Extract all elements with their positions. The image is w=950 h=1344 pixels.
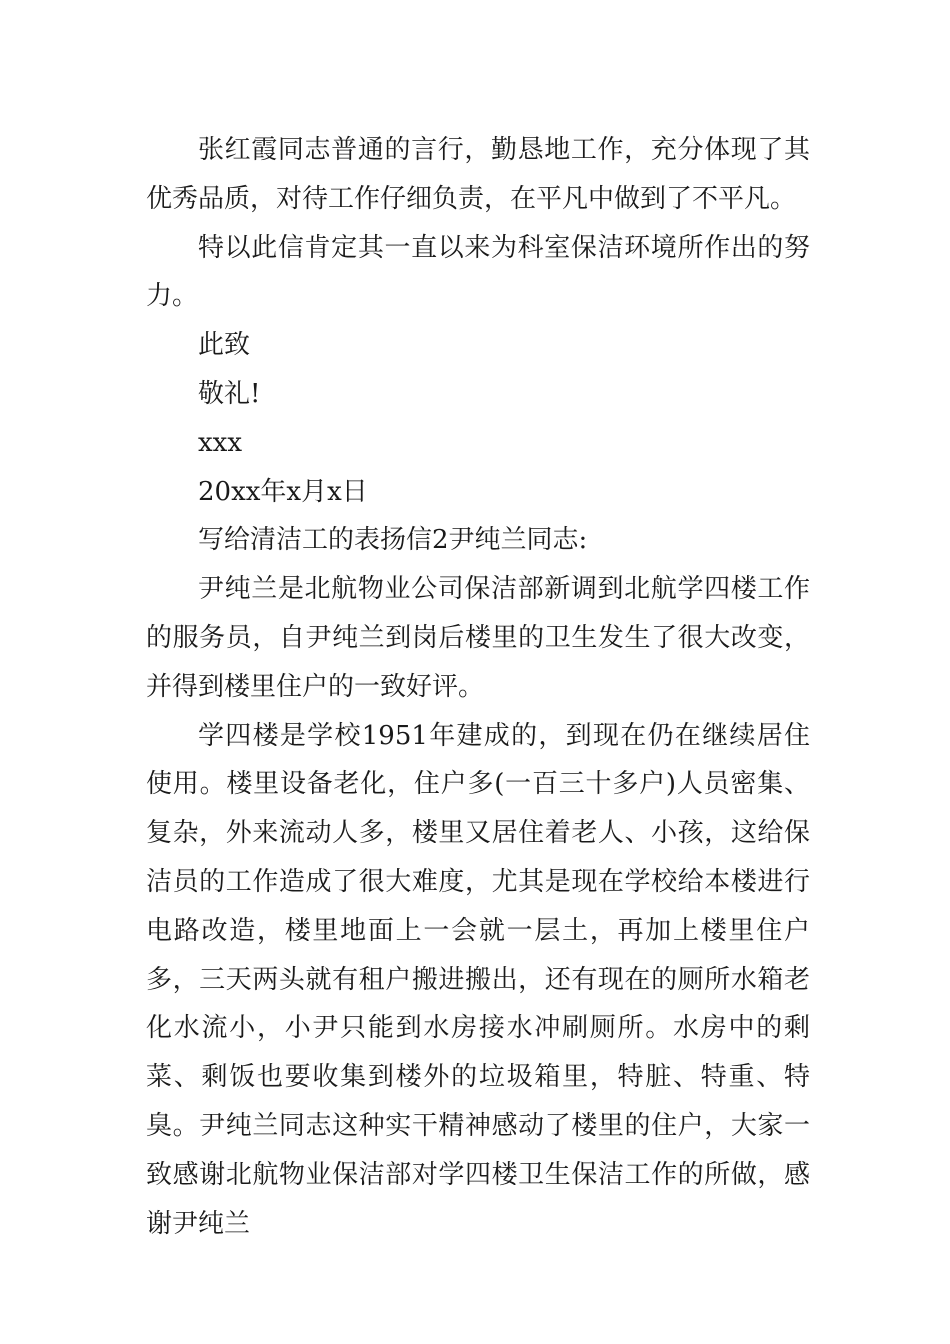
closing-regards: 敬礼! (198, 378, 261, 409)
letter-body (146, 126, 810, 1248)
letter-date: 20xx年x月x日 (198, 476, 368, 507)
paragraph-affirmation: 特以此信肯定其一直以来为科室保洁环境所作出的努力。 (146, 232, 810, 312)
closing-salutation: 此致 (198, 330, 251, 361)
signature: xxx (198, 427, 242, 458)
paragraph-yin-intro: 尹纯兰是北航物业公司保洁部新调到北航学四楼工作的服务员，自尹纯兰到岗后楼里的卫生发生了很大改变，并得到楼里住户的一致好评。 (146, 574, 810, 702)
paragraph-yin-details: 学四楼是学校1951年建成的，到现在仍在继续居住使用。楼里设备老化，住户多(一百三十多户)人员密集、复杂，外来流动人多，楼里又居住着老人、小孩，这给保洁员的工作造成了很大难度，尤其是现在学校给本楼进行电路改造，楼里地面上一会就一层土，再加上楼里住户多，三天两头就有租户搬进搬出，还有现在的厕所水箱老化水流小，小尹只能到水房接水冲刷厕所。水房中的剩菜、剩饭也要收集到楼外的垃圾箱里，特脏、特重、特臭。尹纯兰同志这种实干精神感动了楼里的住户，大家一致感谢北航物业保洁部对学四楼卫生保洁工作的所做，感谢尹纯兰 (146, 720, 810, 1239)
second-letter-heading: 写给清洁工的表扬信2尹纯兰同志: (198, 525, 588, 556)
paragraph-praise-zhang: 张红霞同志普通的言行，勤恳地工作，充分体现了其优秀品质，对待工作仔细负责，在平凡中做到了不平凡。 (146, 135, 810, 214)
